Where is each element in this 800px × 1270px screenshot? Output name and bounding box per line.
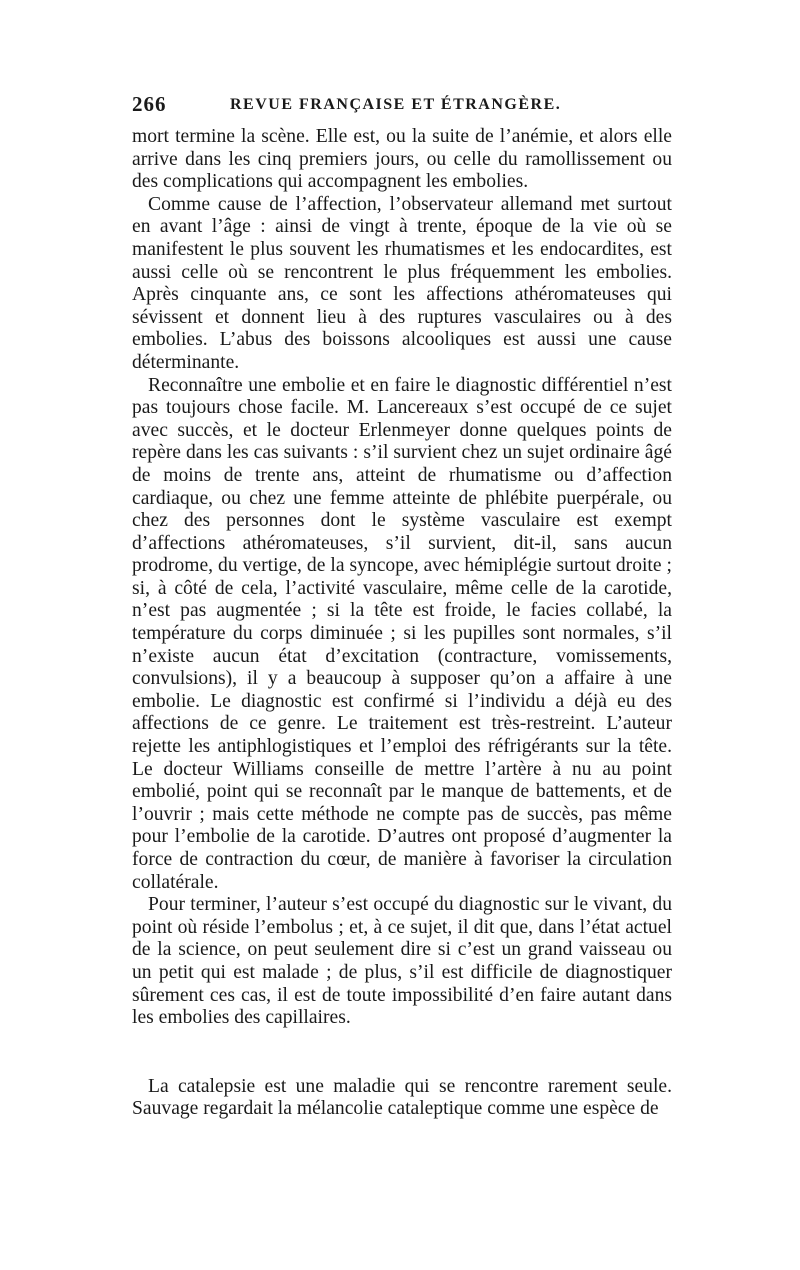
running-head: REVUE FRANÇAISE ET ÉTRANGÈRE.: [230, 96, 562, 113]
page-header: [132, 92, 672, 120]
paragraph-catalepsy: La catalepsie est une maladie qui se rencontre rarement seule. Sauvage regardait la mélancolie cataleptique comme une espèce de: [132, 1075, 672, 1120]
page-number: 266: [132, 92, 167, 116]
paragraph-continuation: mort termine la scène. Elle est, ou la suite de l’anémie, et alors elle arrive dans les cinq premiers jours, ou celle du ramollissement ou des complications qui accompagnent les embolies.: [132, 126, 672, 193]
body-text: [132, 126, 672, 1121]
paragraph-causes: Comme cause de l’affection, l’observateur allemand met surtout en avant l’âge : ainsi de vingt à trente, époque de la vie où se manifestent le plus souvent les rhumatismes et les endocardites, est aussi celle où se rencontrent le plus fréquemment les embolies. Après cinquante ans, ce sont les affections athéromateuses qui sévissent et donnent lieu à des ruptures vasculaires ou à des embolies. L’abus des boissons alcooliques est aussi une cause déterminante.: [132, 193, 672, 373]
paragraph-diagnosis: Reconnaître une embolie et en faire le diagnostic différentiel n’est pas toujours chose facile. M. Lancereaux s’est occupé de ce sujet avec succès, et le docteur Erlenmeyer donne quelques points de repère dans les cas suivants : s’il survient chez un sujet ordinaire âgé de moins de trente ans, atteint de rhumatisme ou d’affection cardiaque, ou chez une femme atteinte de phlébite puerpérale, ou chez des personnes dont le système vasculaire est exempt d’affections athéromateuses, s’il survient, dit-il, sans aucun prodrome, du vertige, de la syncope, avec hémiplégie surtout droite ; si, à côté de cela, l’activité vasculaire, même celle de la carotide, n’est pas augmentée ; si la tête est froide, le facies collabé, la température du corps diminuée ; si les pupilles sont normales, s’il n’existe aucun état d’excitation (contracture, vomissements, convulsions), il y a beaucoup à supposer qu’on a affaire à une embolie. Le diagnostic est confirmé si l’individu a déjà eu des affections de ce genre. Le traitement est très-restreint. L’auteur rejette les antiphlogistiques et l’emploi des réfrigérants sur la tête. Le docteur Williams conseille de mettre l’artère à nu au point embolié, point qui se reconnaît par le manque de battements, et de l’ouvrir ; mais cette méthode ne compte pas de succès, pas même pour l’embolie de la carotide. D’autres ont proposé d’augmenter la force de contraction du cœur, de manière à favoriser la circulation collatérale.: [132, 374, 672, 893]
paragraph-conclusion: Pour terminer, l’auteur s’est occupé du diagnostic sur le vivant, du point où réside l’embolus ; et, à ce sujet, il dit que, dans l’état actuel de la science, on peut seulement dire si c’est un grand vaisseau ou un petit qui est malade ; de plus, s’il est difficile de diagnostiquer sûrement ces cas, il est de toute impossibilité d’en faire autant dans les embolies des capillaires.: [132, 894, 672, 1029]
